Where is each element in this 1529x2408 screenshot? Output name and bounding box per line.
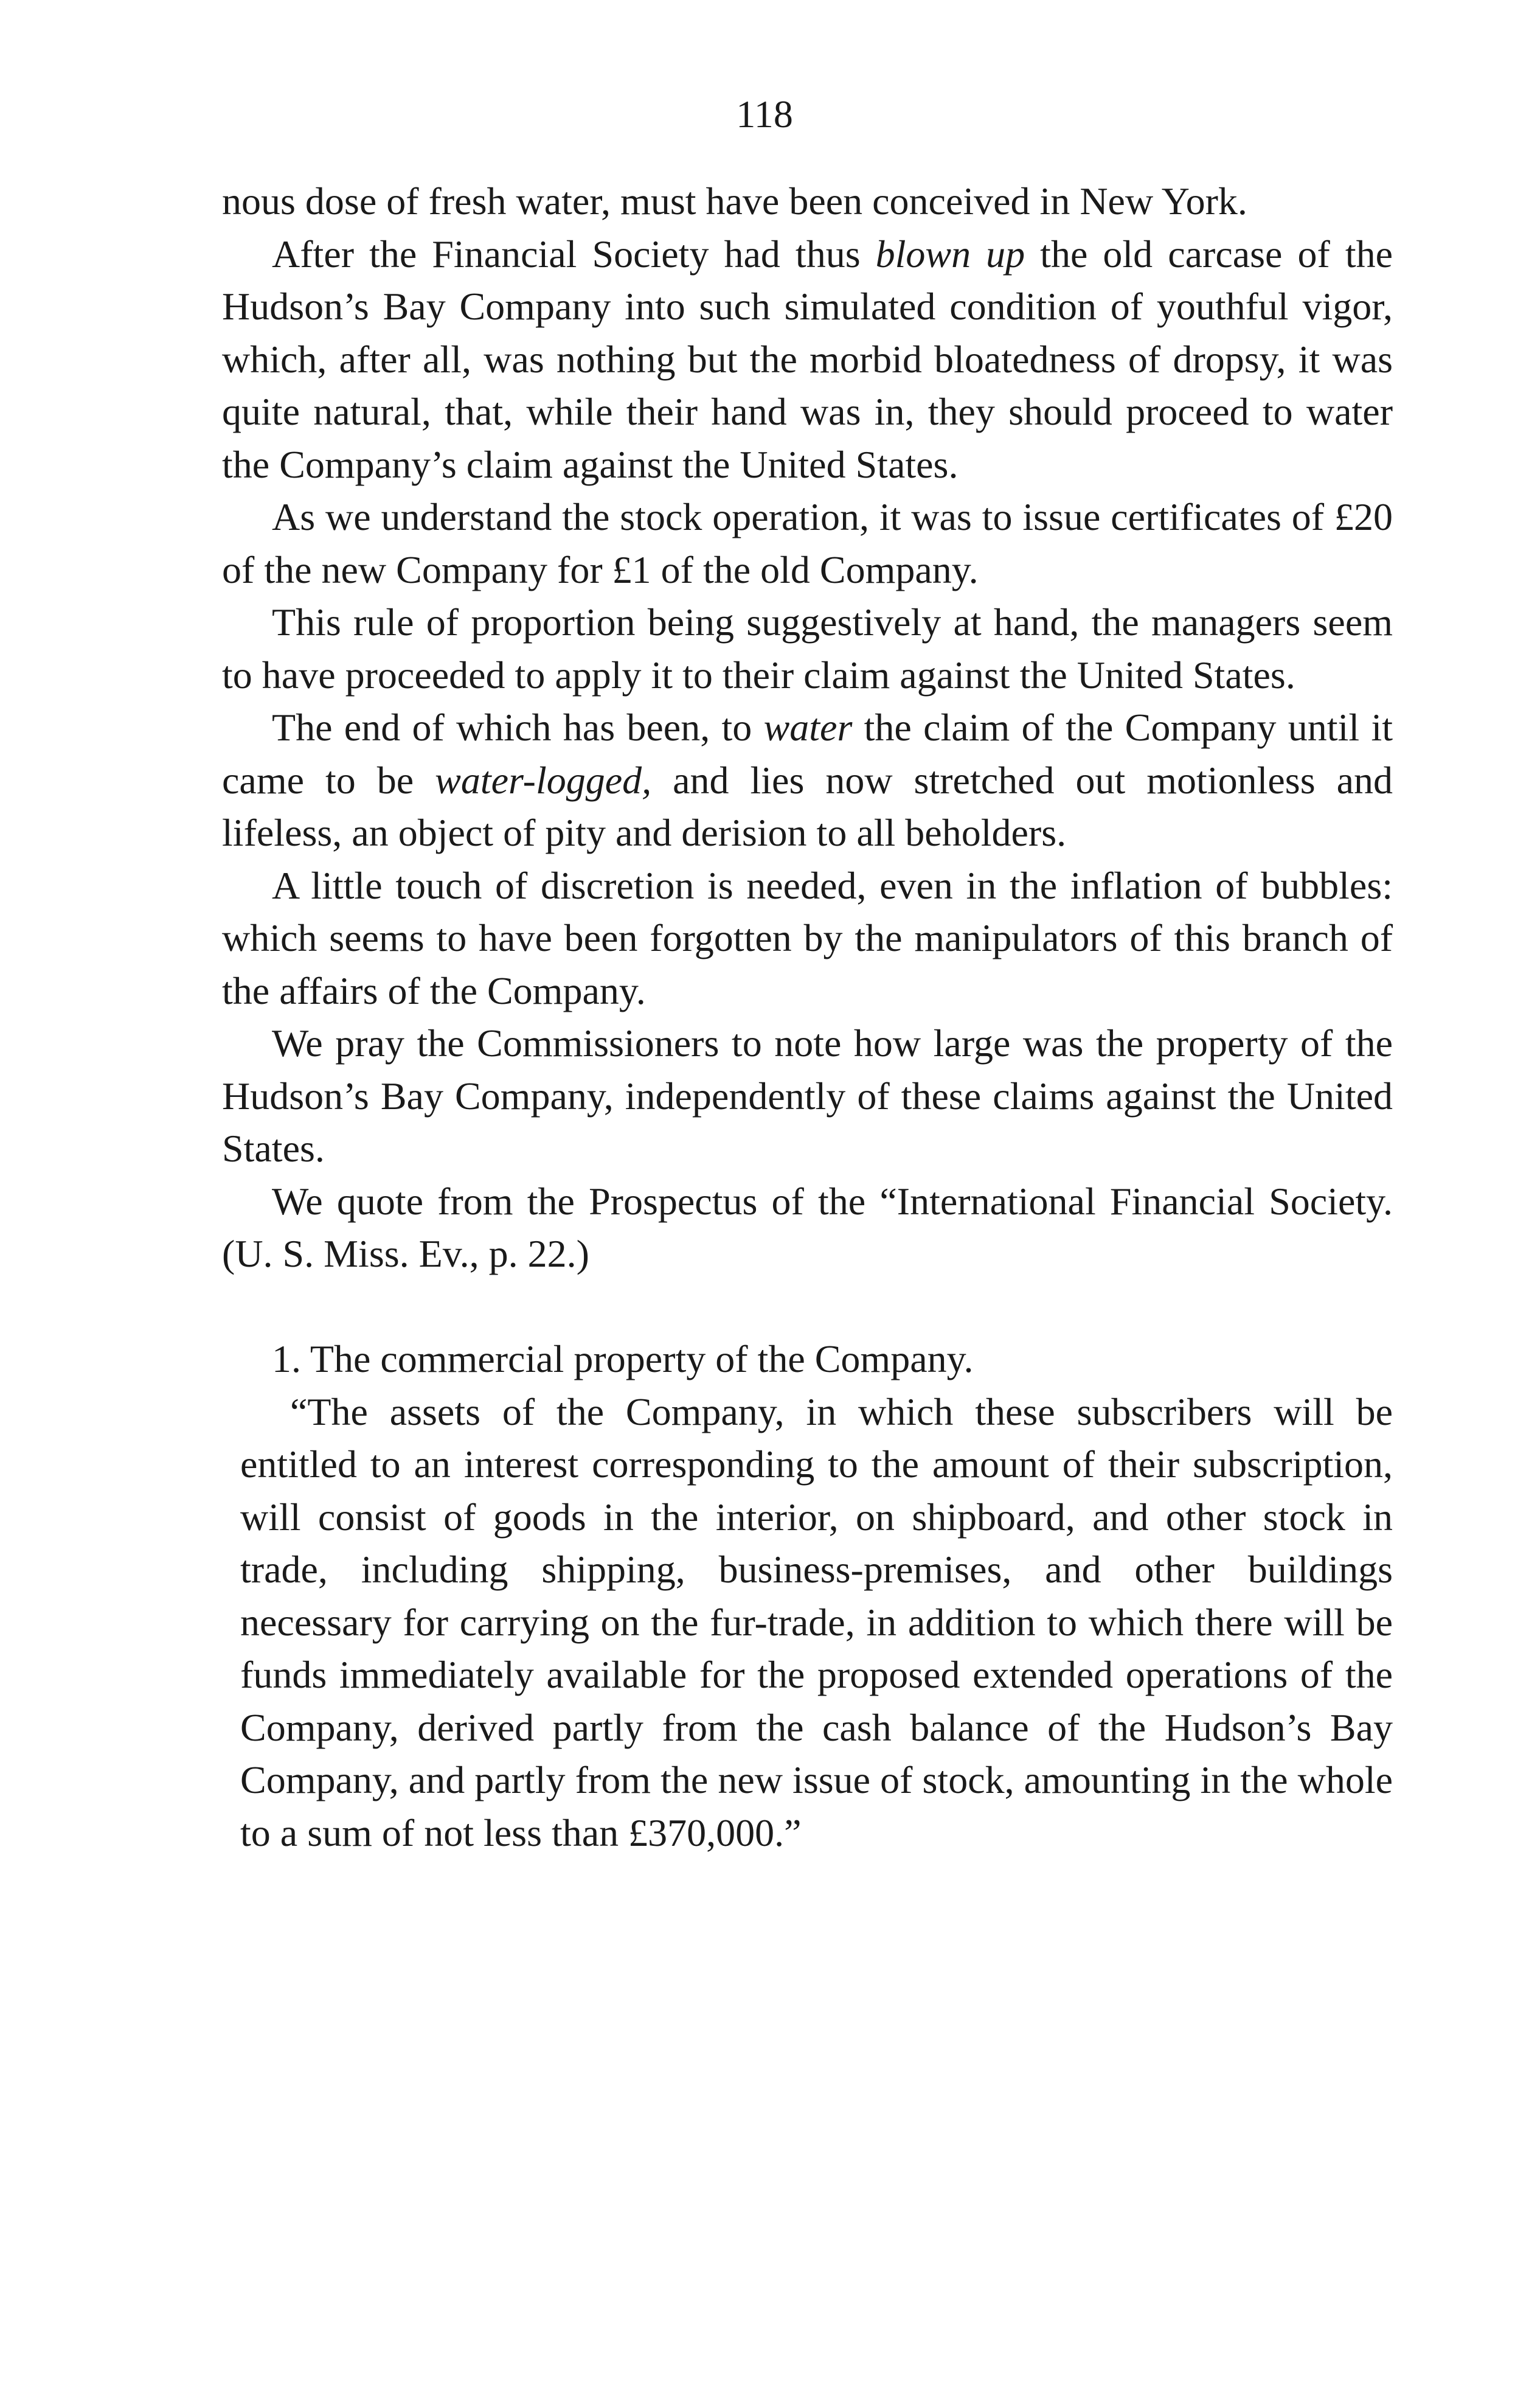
page-number: 118 bbox=[736, 92, 793, 136]
italic-text: water-logged, bbox=[435, 758, 652, 802]
text-run: and lies now stretched out motionless and lifeless, an object of pity and derision to all beholders. bbox=[222, 758, 1393, 854]
paragraph-continuation: nous dose of fresh water, must have been conceived in New York. bbox=[222, 179, 1247, 223]
paragraph-financial-society bbox=[222, 228, 1393, 492]
paragraph-discretion: A little touch of discretion is needed, even in the inflation of bubbles: which seems to have been forgotten by the manipulators of this branch of the affairs of the Company. bbox=[222, 863, 1393, 1012]
paragraph-rule-of-proportion: This rule of proportion being suggestively at hand, the managers seem to have proceeded to apply it to their claim against the United States. bbox=[222, 600, 1393, 697]
italic-text: water bbox=[763, 706, 853, 749]
paragraph-stock-operation: As we understand the stock operation, it was to issue certificates of £20 of the new Company for £1 of the old Company. bbox=[222, 495, 1393, 591]
numbered-heading: 1. The commercial property of the Company. bbox=[272, 1337, 974, 1380]
text-run: the old carcase of the Hudson’s Bay Company into such simulated condition of youthful vigor, which, after all, was nothing but the morbid bloatedness of dropsy, it was quite natural, that, while their hand was in, they should proceed to water the Company’s claim against the United States. bbox=[222, 232, 1393, 486]
italic-text: blown up bbox=[875, 232, 1025, 276]
body-text bbox=[222, 175, 1393, 1859]
paragraph-commissioners: We pray the Commissioners to note how large was the property of the Hudson’s Bay Company, independently of these claims against the United States. bbox=[222, 1021, 1393, 1170]
text-run: The end of which has been, to bbox=[272, 706, 764, 749]
paragraph-prospectus: We quote from the Prospectus of the “International Financial Society. (U. S. Miss. Ev., p. 22.) bbox=[222, 1179, 1393, 1275]
text-run: the claim of the Company until it came to be bbox=[222, 706, 1393, 802]
paragraph-water-logged bbox=[222, 701, 1393, 860]
text-run: After the Financial Society had thus bbox=[272, 232, 876, 276]
quoted-paragraph: “The assets of the Company, in which these subscribers will be entitled to an interest corresponding to the amount of their subscription, will consist of goods in the interior, on shipboard, and other stock in trade, including shipping, business-premises, and other buildings necessary for carrying on the fur-trade, in addition to which there will be funds immediately available for the proposed extended operations of the Company, derived partly from the cash balance of the Hudson’s Bay Company, and partly from the new issue of stock, amounting in the whole to a sum of not less than £370,000.” bbox=[240, 1390, 1393, 1854]
